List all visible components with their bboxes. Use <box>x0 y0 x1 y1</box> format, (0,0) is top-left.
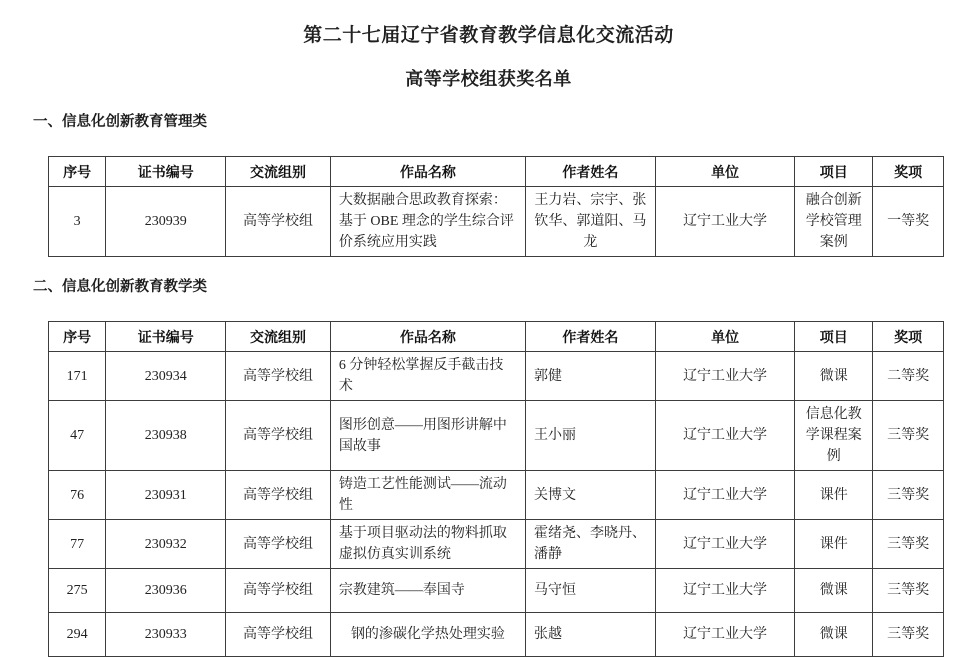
col-header-unit: 单位 <box>655 322 795 352</box>
table-row <box>49 187 944 257</box>
col-header-authors: 作者姓名 <box>526 157 656 187</box>
cell-no: 47 <box>49 401 106 471</box>
cell-unit: 辽宁工业大学 <box>655 569 795 613</box>
cell-authors: 王小丽 <box>526 401 656 471</box>
col-header-project: 项目 <box>795 157 873 187</box>
cell-project: 信息化教学课程案例 <box>795 401 873 471</box>
cell-work: 大数据融合思政教育探索：基于 OBE 理念的学生综合评价系统应用实践 <box>330 187 525 257</box>
cell-project: 微课 <box>795 352 873 401</box>
cell-group: 高等学校组 <box>226 352 331 401</box>
col-header-no: 序号 <box>49 322 106 352</box>
col-header-unit: 单位 <box>655 157 795 187</box>
cell-authors: 王力岩、宗宇、张钦华、郭道阳、马龙 <box>526 187 656 257</box>
cell-cert: 230936 <box>106 569 226 613</box>
col-header-project: 项目 <box>795 322 873 352</box>
cell-cert: 230934 <box>106 352 226 401</box>
section-heading-1: 一、信息化创新教育管理类 <box>33 114 207 130</box>
cell-authors: 霍绪尧、李晓丹、潘静 <box>526 520 656 569</box>
cell-cert: 230931 <box>106 471 226 520</box>
cell-no: 76 <box>49 471 106 520</box>
col-header-cert: 证书编号 <box>106 322 226 352</box>
cell-authors: 马守恒 <box>526 569 656 613</box>
cell-work: 宗教建筑——奉国寺 <box>330 569 525 613</box>
cell-unit: 辽宁工业大学 <box>655 352 795 401</box>
cell-project: 课件 <box>795 520 873 569</box>
cell-award: 一等奖 <box>873 187 944 257</box>
table-row <box>49 352 944 401</box>
cell-unit: 辽宁工业大学 <box>655 187 795 257</box>
header-row <box>49 322 944 352</box>
cell-group: 高等学校组 <box>226 471 331 520</box>
cell-cert: 230938 <box>106 401 226 471</box>
col-header-group: 交流组别 <box>226 322 331 352</box>
cell-unit: 辽宁工业大学 <box>655 401 795 471</box>
table-row <box>49 471 944 520</box>
col-header-group: 交流组别 <box>226 157 331 187</box>
col-header-award: 奖项 <box>873 157 944 187</box>
cell-work: 铸造工艺性能测试——流动性 <box>330 471 525 520</box>
cell-project: 微课 <box>795 569 873 613</box>
table-row <box>49 401 944 471</box>
cell-no: 171 <box>49 352 106 401</box>
cell-award: 三等奖 <box>873 569 944 613</box>
cell-group: 高等学校组 <box>226 520 331 569</box>
page-title: 第二十七届辽宁省教育教学信息化交流活动 <box>303 25 674 46</box>
awards-table-1 <box>48 156 944 257</box>
cell-no: 3 <box>49 187 106 257</box>
awards-table-2 <box>48 321 944 657</box>
table-row <box>49 613 944 657</box>
cell-group: 高等学校组 <box>226 401 331 471</box>
cell-no: 275 <box>49 569 106 613</box>
table-row <box>49 520 944 569</box>
page-subtitle: 高等学校组获奖名单 <box>405 69 572 89</box>
header-row <box>49 157 944 187</box>
cell-award: 三等奖 <box>873 471 944 520</box>
cell-cert: 230933 <box>106 613 226 657</box>
cell-group: 高等学校组 <box>226 613 331 657</box>
col-header-no: 序号 <box>49 157 106 187</box>
cell-work: 6 分钟轻松掌握反手截击技术 <box>330 352 525 401</box>
cell-unit: 辽宁工业大学 <box>655 613 795 657</box>
cell-group: 高等学校组 <box>226 569 331 613</box>
table-row <box>49 569 944 613</box>
cell-authors: 张越 <box>526 613 656 657</box>
cell-project: 课件 <box>795 471 873 520</box>
sections-container <box>33 112 944 657</box>
col-header-work: 作品名称 <box>330 157 525 187</box>
cell-unit: 辽宁工业大学 <box>655 471 795 520</box>
cell-award: 三等奖 <box>873 401 944 471</box>
section-heading-2: 二、信息化创新教育教学类 <box>33 279 207 295</box>
cell-cert: 230939 <box>106 187 226 257</box>
cell-work: 图形创意——用图形讲解中国故事 <box>330 401 525 471</box>
cell-work: 钢的渗碳化学热处理实验 <box>330 613 525 657</box>
cell-no: 77 <box>49 520 106 569</box>
col-header-cert: 证书编号 <box>106 157 226 187</box>
cell-project: 融合创新学校管理案例 <box>795 187 873 257</box>
cell-work: 基于项目驱动法的物料抓取虚拟仿真实训系统 <box>330 520 525 569</box>
cell-cert: 230932 <box>106 520 226 569</box>
cell-group: 高等学校组 <box>226 187 331 257</box>
cell-award: 三等奖 <box>873 613 944 657</box>
col-header-authors: 作者姓名 <box>526 322 656 352</box>
cell-project: 微课 <box>795 613 873 657</box>
cell-award: 二等奖 <box>873 352 944 401</box>
col-header-award: 奖项 <box>873 322 944 352</box>
cell-unit: 辽宁工业大学 <box>655 520 795 569</box>
cell-authors: 关博文 <box>526 471 656 520</box>
cell-award: 三等奖 <box>873 520 944 569</box>
col-header-work: 作品名称 <box>330 322 525 352</box>
cell-no: 294 <box>49 613 106 657</box>
cell-authors: 郭健 <box>526 352 656 401</box>
